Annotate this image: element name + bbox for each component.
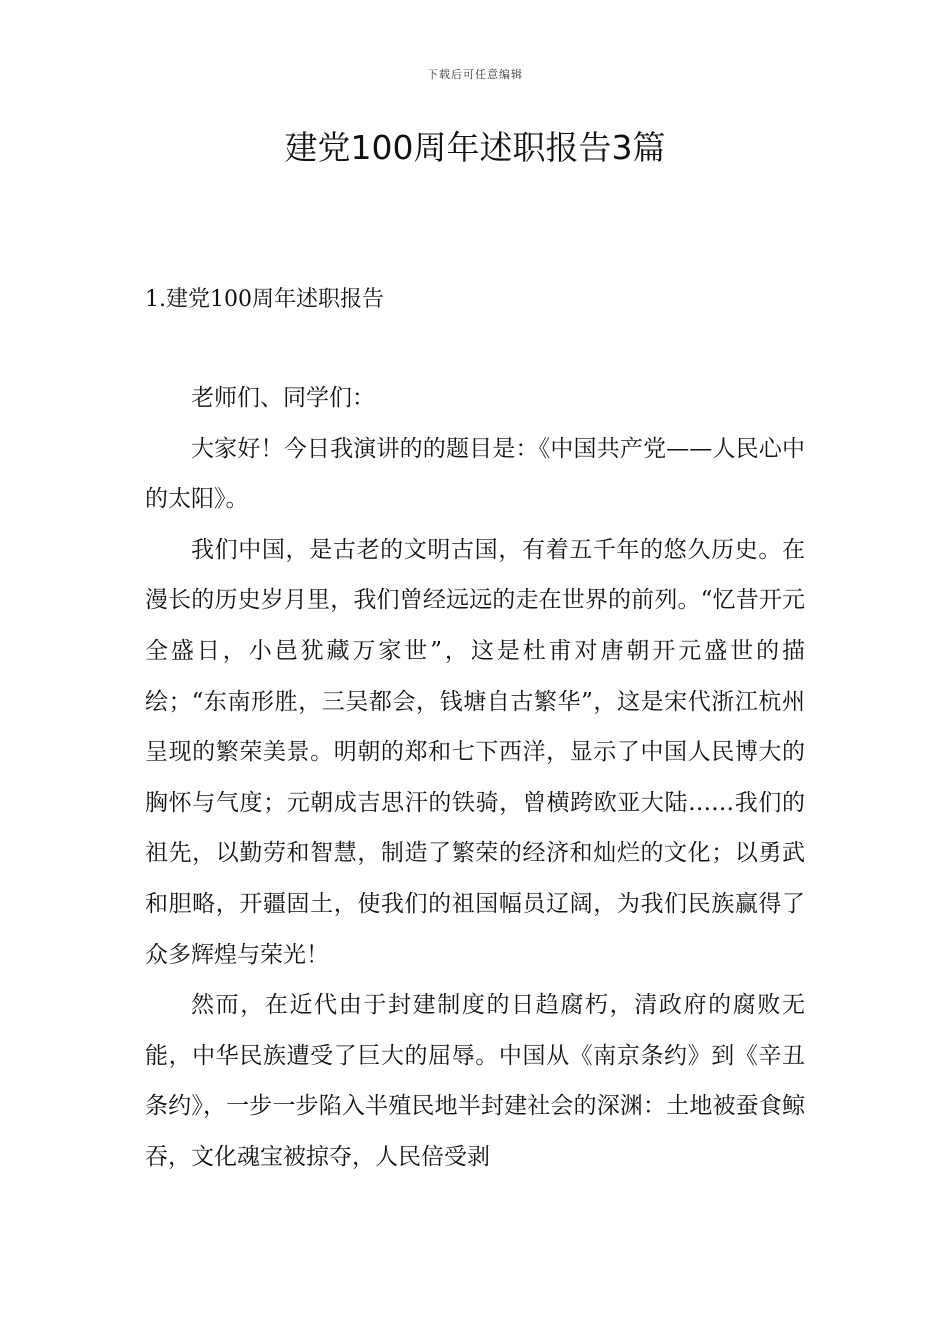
body-text <box>145 373 805 1183</box>
paragraph-modern: 然而，在近代由于封建制度的日趋腐朽，清政府的腐败无能，中华民族遭受了巨大的屈辱。中国从《南京条约》到《辛丑条约》，一步一步陷入半殖民地半封建社会的深渊：土地被蚕食鲸吞，文化魂宝被掠夺，人民倍受剥 <box>145 992 805 1170</box>
paragraph-history: 我们中国，是古老的文明古国，有着五千年的悠久历史。在漫长的历史岁月里，我们曾经远远的走在世界的前列。“忆昔开元全盛日，小邑犹藏万家世”，这是杜甫对唐朝开元盛世的描绘；“东南形胜，三吴都会，钱塘自古繁华”，这是宋代浙江杭州呈现的繁荣美景。明朝的郑和七下西洋，显示了中国人民博大的胸怀与气度；元朝成吉思汗的铁骑，曾横跨欧亚大陆……我们的祖先，以勤劳和智慧，制造了繁荣的经济和灿烂的文化；以勇武和胆略，开疆固土，使我们的祖国幅员辽阔，为我们民族赢得了众多辉煌与荣光！ <box>145 536 805 968</box>
section-heading: 1.建党100周年述职报告 <box>145 287 384 312</box>
paragraph-intro: 大家好！今日我演讲的的题目是：《中国共产党——人民心中的太阳》。 <box>145 435 805 513</box>
paragraph-greeting: 老师们、同学们： <box>191 385 375 411</box>
document-title: 建党100周年述职报告3篇 <box>284 128 666 167</box>
header-note: 下载后可任意编辑 <box>427 68 523 81</box>
